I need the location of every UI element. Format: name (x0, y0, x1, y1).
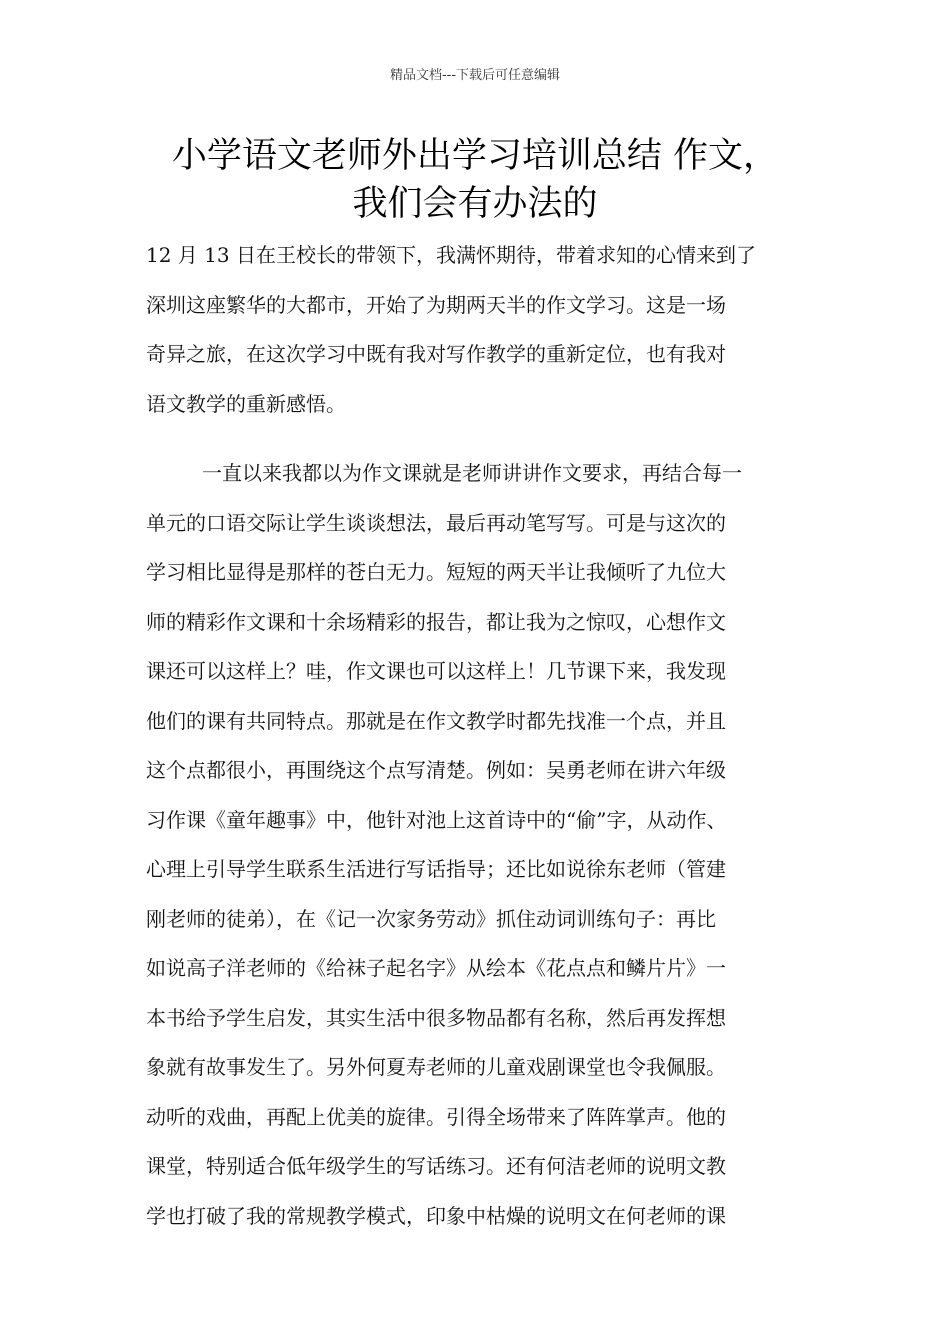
title-line-2: 我们会有办法的 (352, 184, 598, 224)
paragraph-line: 象就有故事发生了。另外何夏寿老师的儿童戏剧课堂也令我佩服。 (146, 1055, 726, 1079)
title-line-1: 小学语文老师外出学习培训总结 作文， (171, 136, 779, 176)
paragraph-line: 一直以来我都以为作文课就是老师讲讲作文要求，再结合每一 (202, 461, 742, 485)
paragraph-line: 学也打破了我的常规教学模式，印象中枯燥的说明文在何老师的课 (146, 1203, 726, 1228)
paragraph-line: 心理上引导学生联系生活进行写话指导；还比如说徐东老师（管建 (146, 857, 726, 881)
paragraph-line: 课堂，特别适合低年级学生的写话练习。还有何洁老师的说明文教 (146, 1154, 726, 1178)
paragraph-line: 单元的口语交际让学生谈谈想法，最后再动笔写写。可是与这次的 (146, 510, 726, 535)
paragraph-line: 他们的课有共同特点。那就是在作文教学时都先找准一个点，并且 (146, 708, 726, 733)
paragraph-gap (146, 429, 846, 449)
paragraph-1 (146, 231, 846, 429)
paragraph-line: 师的精彩作文课和十余场精彩的报告，都让我为之惊叹，心想作文 (146, 609, 726, 634)
paragraph-line: 深圳这座繁华的大都市，开始了为期两天半的作文学习。这是一场 (146, 292, 726, 317)
paragraph-line: 语文教学的重新感悟。 (146, 391, 346, 416)
paragraph-line: 课还可以这样上？哇，作文课也可以这样上！几节课下来，我发现 (146, 659, 726, 683)
paragraph-line: 动听的戏曲，再配上优美的旋律。引得全场带来了阵阵掌声。他的 (146, 1104, 726, 1129)
paragraph-2 (146, 449, 846, 1241)
document-body (146, 231, 846, 1241)
paragraph-line: 学习相比显得是那样的苍白无力。短短的两天半让我倾听了九位大 (146, 560, 726, 584)
paragraph-line: 习作课《童年趣事》中，他针对池上这首诗中的“偷”字，从动作、 (146, 807, 727, 832)
paragraph-line: 奇异之旅，在这次学习中既有我对写作教学的重新定位，也有我对 (146, 342, 726, 366)
document-title (80, 132, 870, 228)
paragraph-line: 12 月 13 日在王校长的带领下，我满怀期待，带着求知的心情来到了 (146, 243, 756, 267)
paragraph-line: 刚老师的徒弟），在《记一次家务劳动》抓住动词训练句子：再比 (146, 906, 716, 931)
paragraph-line: 这个点都很小，再围绕这个点写清楚。例如：吴勇老师在讲六年级 (146, 758, 726, 782)
paragraph-line: 本书给予学生启发，其实生活中很多物品都有名称，然后再发挥想 (146, 1005, 726, 1030)
page-header: 精品文档---下载后可任意编辑 (389, 68, 561, 83)
paragraph-line: 如说高子洋老师的《给袜子起名字》从绘本《花点点和鳞片片》一 (146, 956, 726, 980)
